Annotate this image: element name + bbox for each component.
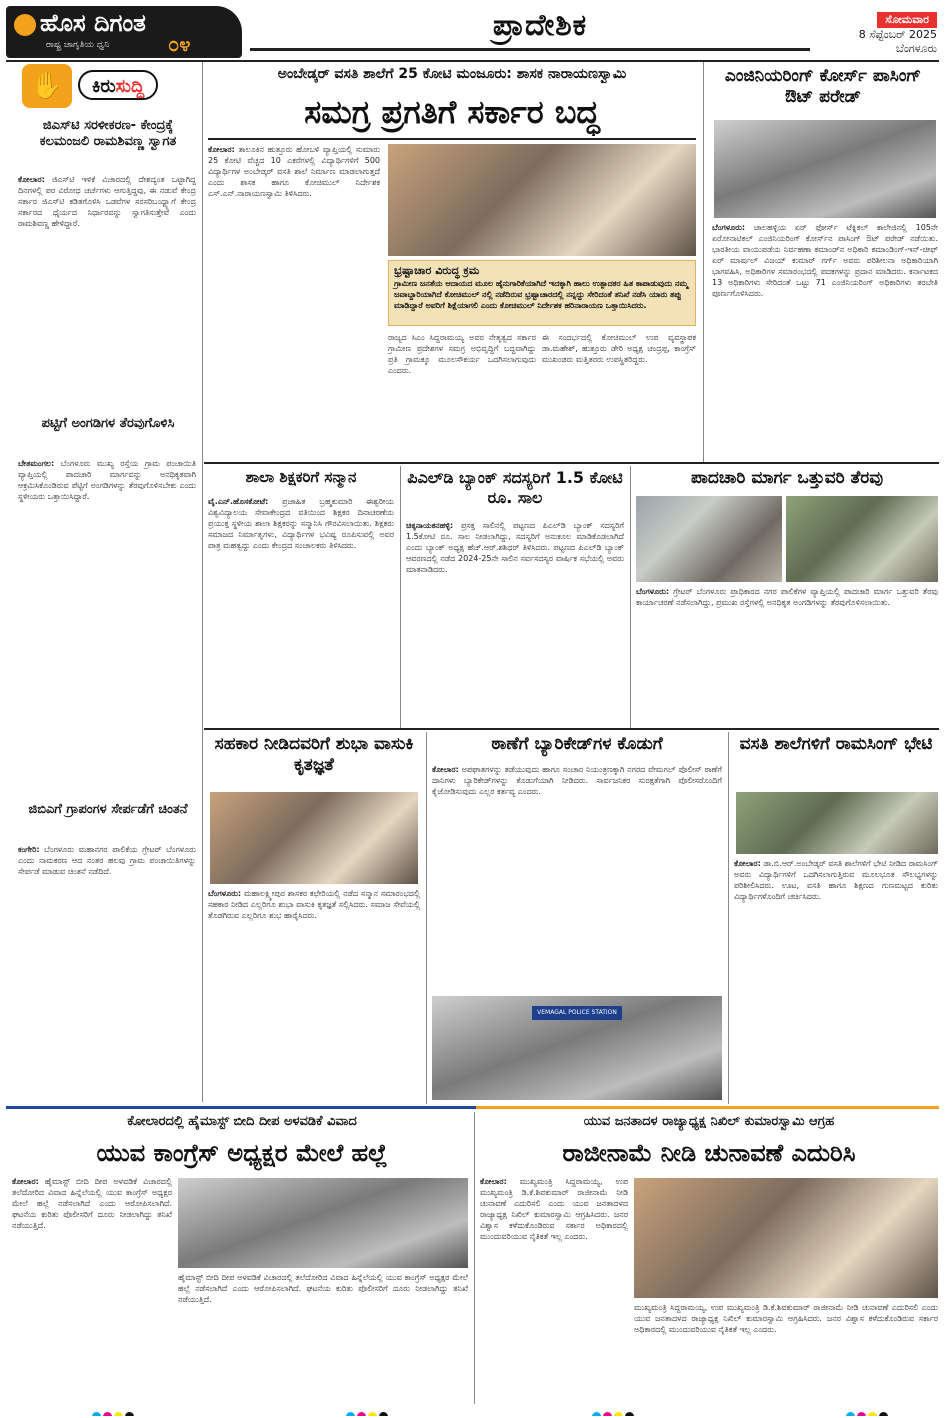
sahakara-photo bbox=[210, 792, 418, 884]
nikhil-headline: ರಾಜೀನಾಮೆ ನೀಡಿ ಚುನಾವಣೆ ಎದುರಿಸಿ bbox=[562, 1139, 856, 1167]
brief-2-title: ಪಟ್ಟಿಗೆ ಅಂಗಡಿಗಳ ತೆರವುಗೊಳಿಸಿ bbox=[41, 416, 175, 431]
lead-caption-body: ಗ್ರಾಮೀಣ ಜನತೆಯ ಆದಾಯದ ಮೂಲ ಹೈನುಗಾರಿಕೆಯಾಗಿದೆ ಇದಕ್ಕಾಗಿ ಹಾಲು ಉತ್ಪಾದಕರ ಹಿತ ಕಾಪಾಡುವುದು ನಮ್ಮ ಜವಾಬ್ದಾರಿಯಾಗಿದೆ ಕೋಚಿಮುಲ್ ನಲ್ಲಿ ನಡೆದಿರುವ ಭ್ರಷ್ಟಾಚಾರದಲ್ಲಿ ನನ್ನದ್ದು ಸೇರಿದಂತೆ ತನಿಖೆ ನಡೆಸಿ ಯಾರು ತಪ್ಪು ಮಾಡಿದ್ದಾರೆ ಅವರಿಗೆ ಶಿಕ್ಷೆಯಾಗಲಿ ಎಂದು ಕೋಚಿಮುಲ್ ನಿರ್ದೇಶಕ ಹರಿನಾರಾಯಣ ಒತ್ತಾಯಿಸಿದರು. bbox=[394, 279, 689, 310]
sahakara-body: ಬೆಂಗಳೂರು: ಮಹಾಲಕ್ಷ್ಮೀಪುರ ಶಾಸಕರ ಕಛೇರಿಯಲ್ಲಿ ನಡೆದ ಸನ್ಮಾನ ಸಮಾರಂಭದಲ್ಲಿ ಸಹಕಾರ ನೀಡಿದ ಎಲ್ಲರಿಗೂ ಶುಭಾ ವಾಸುಕಿ ಕೃತಜ್ಞತೆ ಸಲ್ಲಿಸಿದರು. ಸಮಾಜ ಸೇವೆಯಲ್ಲಿ ತೊಡಗಿರುವ ಎಲ್ಲರಿಗೂ ಶುಭ ಹಾರೈಸಿದರು. bbox=[208, 889, 420, 920]
pld-body: ಚಿಕ್ಕನಾಯಕನಹಳ್ಳಿ: ಪ್ರಸಕ್ತ ಸಾಲಿನಲ್ಲಿ ಪಟ್ಟಣದ ಪಿಎಲ್‌ಡಿ ಬ್ಯಾಂಕ್ ಸದಸ್ಯರಿಗೆ 1.5ಕೋಟಿ ರೂ. ಸಾಲ ನೀಡಲಾಗಿದ್ದು, ಸದಸ್ಯರಿಗೆ ಅನುಕೂಲ ಮಾಡಿಕೊಡಲಾಗಿದೆ ಎಂದು ಬ್ಯಾಂಕ್ ಅಧ್ಯಕ್ಷ ಹೆಚ್.ಆರ್.ಶಶಿಧರ್ ತಿಳಿಸಿದರು. ಪಟ್ಟಣದ ಪಿಎಲ್‌ಡಿ ಬ್ಯಾಂಕ್ ಆವರಣದಲ್ಲಿ ನಡೆದ 2024-25ನೇ ಸಾಲಿನ ಸರ್ವಸದಸ್ಯರ ವಾರ್ಷಿಕ ಸಭೆಯಲ್ಲಿ ಅವರು ಮಾತನಾಡಿದರು. bbox=[406, 521, 624, 574]
masthead-divider bbox=[6, 60, 939, 62]
nikhil-kicker: ಯುವ ಜನತಾದಳ ರಾಜ್ಯಾಧ್ಯಕ್ಷ ನಿಖಿಲ್ ಕುಮಾರಸ್ವಾಮಿ ಆಗ್ರಹ bbox=[583, 1114, 835, 1129]
engineering-headline: ಎಂಜಿನಿಯರಿಂಗ್ ಕೋರ್ಸ್ ಪಾಸಿಂಗ್ ಔಟ್ ಪರೇಡ್ bbox=[724, 66, 922, 108]
footpath-photo-1 bbox=[636, 496, 782, 582]
hand-icon: ✋ bbox=[22, 64, 72, 108]
nikhil-body-2: ಮುಖ್ಯಮಂತ್ರಿ ಸಿದ್ದರಾಮಯ್ಯ, ಉಪ ಮುಖ್ಯಮಂತ್ರಿ ಡಿ.ಕೆ.ಶಿವಕುಮಾರ್ ರಾಜೀನಾಮೆ ನೀಡಿ ಚುನಾವಣೆ ಎದುರಿಸಲಿ ಎಂದು ಯುವ ಜನತಾದಳದ ರಾಜ್ಯಾಧ್ಯಕ್ಷ ನಿಖಿಲ್ ಕುಮಾರಸ್ವಾಮಿ ಆಗ್ರಹಿಸಿದರು. ಜನರ ವಿಶ್ವಾಸ ಕಳೆದುಕೊಂಡಿರುವ ಸರ್ಕಾರ ಅಧಿಕಾರದಲ್ಲಿ ಮುಂದುವರಿಯುವ ನೈತಿಕತೆ ಇಲ್ಲ ಎಂದರು. bbox=[634, 1303, 938, 1334]
police-body: ಕೋಲಾರ: ಅಪಘಾತಗಳನ್ನು ತಡೆಯುವುದು ಹಾಗೂ ಸಂಚಾರ ನಿಯಂತ್ರಣಕ್ಕಾಗಿ ನಗರದ ವೇಮಗಲ್ ಪೊಲೀಸ್ ಠಾಣೆಗೆ ದಾನಿಗಳು ಬ್ಯಾರಿಕೇಡ್‌ಗಳನ್ನು ಕೊಡುಗೆಯಾಗಿ ನೀಡಿದರು. ಸಾರ್ವಜನಿಕರ ಸುರಕ್ಷತೆಗಾಗಿ ಪೊಲೀಸರೊಂದಿಗೆ ಕೈಜೋಡಿಸುವುದು ಎಲ್ಲರ ಕರ್ತವ್ಯ ಎಂದರು. bbox=[432, 765, 722, 796]
lead-body-3: ಈ ಸಂದರ್ಭದಲ್ಲಿ ಕೋಚಿಮುಲ್ ಉಪ ವ್ಯವಸ್ಥಾಪಕ ಡಾ.ಮಹೇಶ್, ಹುತ್ತೂರು ಡೇರಿ ಅಧ್ಯಕ್ಷ ಚಂದ್ರಪ್ಪ, ಕಾಂಗ್ರೆಸ್ ಮುಖಂಡರು ಮತ್ತಿತರರು ಉಪಸ್ಥಿತರಿದ್ದರು. bbox=[542, 333, 696, 364]
column-divider bbox=[630, 466, 631, 728]
hostel-headline: ವಸತಿ ಶಾಲೆಗಳಿಗೆ ರಾಮಸಿಂಗ್ ಭೇಟಿ bbox=[739, 734, 933, 754]
footpath-photo-2 bbox=[786, 496, 938, 582]
registration-marks bbox=[846, 1406, 896, 1416]
police-headline: ಠಾಣೆಗೆ ಬ್ಯಾರಿಕೇಡ್‌ಗಳ ಕೊಡುಗೆ bbox=[491, 734, 663, 754]
sun-icon bbox=[14, 14, 36, 36]
weekday-badge: ಸೋಮವಾರ bbox=[877, 12, 937, 28]
column-divider bbox=[728, 732, 729, 1104]
brief-1-body: ಕೋಲಾರ: ಜಿಎಸ್‌ಟಿ ಇಳಿಕೆ ವಿಚಾರದಲ್ಲಿ ದೇಶದ್ಯಂತ ಒಟ್ಟಾಗಿದ್ದ ದಿನಗಳಲ್ಲಿ ಪರ ವಿರೋಧ ಚರ್ಚೆಗಳು ಆಗುತ್ತಿದ್ದವು, ಈ ನಡುವೆ ಕೇಂದ್ರ ಸರ್ಕಾರ ಜಿಎಸ್‌ಟಿ ಕಡಿತಗೊಳಿಸಿ ಒಡವೆಗಳ ಸರಸರಿಬಂಧ್ದ್ಯಾಗೆ ಕೇಂದ್ರ ಸರ್ಕಾರದ ಧೈರ್ಯದ ನಿರ್ಧಾರವನ್ನು ಸ್ವಾಗತಿಸುತ್ತೇವೆ ಎಂದು ರಾಮಶಿವಣ್ಣ ಹೇಳಿದ್ದಾರೆ. bbox=[18, 175, 196, 228]
column-divider bbox=[426, 732, 427, 1104]
lead-headline: ಸಮಗ್ರ ಪ್ರಗತಿಗೆ ಸರ್ಕಾರ ಬದ್ಧ bbox=[304, 93, 600, 131]
brief-3-title: ಜಿಬಿಎಗೆ ಗ್ರಾಪಂಗಳ ಸೇರ್ಪಡೆಗೆ ಚಿಂತನೆ bbox=[28, 802, 188, 817]
pld-headline: ಪಿಎಲ್‌ಡಿ ಬ್ಯಾಂಕ್ ಸದಸ್ಯರಿಗೆ 1.5 ಕೋಟಿ ರೂ. ಸಾಲ bbox=[407, 468, 623, 507]
masthead-logo bbox=[6, 6, 242, 58]
section-divider bbox=[204, 728, 939, 730]
hostel-body: ಕೋಲಾರ: ಡಾ.ಬಿ.ಆರ್.ಅಂಬೇಡ್ಕರ್ ವಸತಿ ಶಾಲೆಗಳಿಗೆ ಭೇಟಿ ನೀಡಿದ ರಾಮಸಿಂಗ್ ಅವರು ವಿದ್ಯಾರ್ಥಿಗಳಿಗೆ ಒದಗಿಸಲಾಗುತ್ತಿರುವ ಮೂಲಭೂತ ಸೌಲಭ್ಯಗಳನ್ನು ಪರಿಶೀಲಿಸಿದರು. ಊಟ, ವಸತಿ ಹಾಗೂ ಶಿಕ್ಷಣದ ಗುಣಮಟ್ಟದ ಕುರಿತು ವಿದ್ಯಾರ್ಥಿಗಳೊಂದಿಗೆ ಚರ್ಚಿಸಿದರು. bbox=[734, 859, 938, 901]
date-block bbox=[812, 12, 937, 56]
masthead-rule bbox=[250, 48, 810, 51]
nikhil-photo bbox=[634, 1178, 938, 1298]
engineering-body: ಬೆಂಗಳೂರು: ಜಾಲಹಳ್ಳಿಯ ಏರ್ ಫೋರ್ಸ್ ಟೆಕ್ನಿಕಲ್ ಕಾಲೇಜಿನಲ್ಲಿ 105ನೇ ಏರೋನಾಟಿಕಲ್ ಎಂಜಿನಿಯರಿಂಗ್ ಕೋರ್ಸ್‌ನ ಪಾಸಿಂಗ್ ಔಟ್ ಪರೇಡ್ ನಡೆಯಿತು. ಭಾರತೀಯ ವಾಯುಪಡೆಯ ನಿರ್ವಹಣಾ ಕಮಾಂಡ್‌ನ ಅಧಿಕಾರಿ ಕಮಾಂಡಿಂಗ್-ಇನ್-ಚೀಫ್ ಏರ್ ಮಾರ್ಷಲ್ ವಿಜಯ್ ಕುಮಾರ್ ಗರ್ಗ್ ಅವರು ಪರಿಶೀಲನಾ ಅಧಿಕಾರಿಯಾಗಿ ಭಾಗವಹಿಸಿ, ಅಧಿಕಾರಿಗಳ ಸಮಾರಂಭದಲ್ಲಿ ಪದಕಗಳನ್ನು ಪ್ರದಾನ ಮಾಡಿದರು. ಕರ್ನಾಟಕದ 13 ಅಧಿಕಾರಿಗಳು ಸೇರಿದಂತೆ ಒಟ್ಟು 71 ಎಂಜಿನಿಯರಿಂಗ್ ಅಧಿಕಾರಿಗಳು ತರಬೇತಿ ಪೂರ್ಣಗೊಳಿಸಿದರು. bbox=[712, 223, 938, 298]
lead-body: ಕೋಲಾರ: ತಾಲೂಕಿನ ಹುತ್ತೂರು ಹೋಬಳಿ ವ್ಯಾಪ್ತಿಯಲ್ಲಿ ಸುಮಾರು 25 ಕೋಟಿ ವೆಚ್ಚದ 10 ಎಕರೆಗಳಲ್ಲಿ ವಿದ್ಯಾರ್ಥಿಗಳಿಗೆ 500 ವಿದ್ಯಾರ್ಥಿಗಳ ಅಂಬೇಡ್ಕರ್ ವಸತಿ ಶಾಲೆ ನಿರ್ಮಾಣ ಮಾಡಲಾಗುತ್ತದೆ ಎಂದು ಶಾಸಕ ಹಾಗೂ ಕೋಚಿಮುಲ್ ನಿರ್ದೇಶಕ ಎಸ್.ಎನ್.ನಾರಾಯಣಸ್ವಾಮಿ ತಿಳಿಸಿದರು. bbox=[208, 145, 380, 198]
hostel-photo bbox=[736, 792, 938, 854]
highmast-body: ಕೋಲಾರ: ಹೈಮಾಸ್ಟ್ ಬೀದಿ ದೀಪ ಅಳವಡಿಕೆ ವಿಚಾರದಲ್ಲಿ ತಲೆದೋರಿದ ವಿವಾದ ಹಿನ್ನೆಲೆಯಲ್ಲಿ ಯುವ ಕಾಂಗ್ರೆಸ್ ಅಧ್ಯಕ್ಷರ ಮೇಲೆ ಹಲ್ಲೆ ನಡೆಸಲಾಗಿದೆ ಎಂದು ಆರೋಪಿಸಲಾಗಿದೆ. ಘಟನೆಯ ಕುರಿತು ಪೊಲೀಸರಿಗೆ ದೂರು ನೀಡಲಾಗಿದ್ದು ತನಿಖೆ ನಡೆಯುತ್ತಿದೆ. bbox=[12, 1177, 172, 1230]
lead-photo bbox=[388, 144, 696, 256]
teachers-body: ವೈ.ಎನ್.ಹೊಸಕೋಟೆ: ಪ್ರಜಾಹಿತ ಬ್ರಹ್ಮಕುಮಾರಿ ಈಶ್ವರೀಯ ವಿಶ್ವವಿದ್ಯಾಲಯ ಸೇವಾಕೇಂದ್ರದ ವತಿಯಿಂದ ಶಿಕ್ಷಕರ ದಿನಾಚರಣೆಯ ಪ್ರಯುಕ್ತ ಸ್ಥಳೀಯ ಶಾಲಾ ಶಿಕ್ಷಕರನ್ನು ಸನ್ಮಾನಿಸಿ ಗೌರವಿಸಲಾಯಿತು. ಶಿಕ್ಷಕರು ಸಮಾಜದ ನಿರ್ಮಾತೃಗಳು, ವಿದ್ಯಾರ್ಥಿಗಳ ಭವಿಷ್ಯ ರೂಪಿಸುವಲ್ಲಿ ಅವರ ಪಾತ್ರ ಮಹತ್ವದ್ದು ಎಂದು ಕೇಂದ್ರದ ಸಂಚಾಲಕರು ತಿಳಿಸಿದರು. bbox=[208, 497, 394, 550]
column-divider bbox=[400, 466, 401, 728]
column-divider bbox=[202, 62, 203, 1102]
issue-city: ಬೆಂಗಳೂರು bbox=[895, 42, 937, 55]
section-divider bbox=[204, 462, 939, 464]
brief-1-title: ಜಿಎಸ್‌ಟಿ ಸರಳೀಕರಣ- ಕೇಂದ್ರಕ್ಕೆ ಕಲಮಂಜಲಿ ರಾಮಶಿವಣ್ಣ ಸ್ವಾಗತ bbox=[39, 118, 177, 150]
brief-section-label: ಕಿರುಸುದ್ದಿ bbox=[78, 70, 158, 100]
color-strip-blue bbox=[6, 1106, 476, 1109]
lead-caption-box bbox=[388, 260, 696, 326]
lead-kicker: ಅಂಬೇಡ್ಕರ್ ವಸತಿ ಶಾಲೆಗೆ 25 ಕೋಟಿ ಮಂಜೂರು: ಶಾಸಕ ನಾರಾಯಣಸ್ವಾಮಿ bbox=[277, 66, 627, 82]
newspaper-tagline: ರಾಷ್ಟ್ರ ಜಾಗೃತಿಯ ಧ್ವನಿ bbox=[46, 40, 110, 50]
color-strip-orange bbox=[476, 1106, 939, 1109]
nikhil-body: ಕೋಲಾರ: ಮುಖ್ಯಮಂತ್ರಿ ಸಿದ್ದರಾಮಯ್ಯ, ಉಪ ಮುಖ್ಯಮಂತ್ರಿ ಡಿ.ಕೆ.ಶಿವಕುಮಾರ್ ರಾಜೀನಾಮೆ ನೀಡಿ ಚುನಾವಣೆ ಎದುರಿಸಲಿ ಎಂದು ಯುವ ಜನತಾದಳದ ರಾಜ್ಯಾಧ್ಯಕ್ಷ ನಿಖಿಲ್ ಕುಮಾರಸ್ವಾಮಿ ಆಗ್ರಹಿಸಿದರು. ಜನರ ವಿಶ್ವಾಸ ಕಳೆದುಕೊಂಡಿರುವ ಸರ್ಕಾರ ಅಧಿಕಾರದಲ್ಲಿ ಮುಂದುವರಿಯುವ ನೈತಿಕತೆ ಇಲ್ಲ ಎಂದರು. bbox=[480, 1177, 628, 1241]
teachers-headline: ಶಾಲಾ ಶಿಕ್ಷಕರಿಗೆ ಸನ್ಮಾನ bbox=[245, 468, 357, 486]
highmast-headline: ಯುವ ಕಾಂಗ್ರೆಸ್ ಅಧ್ಯಕ್ಷರ ಮೇಲೆ ಹಲ್ಲೆ bbox=[96, 1139, 388, 1167]
column-divider bbox=[703, 62, 704, 462]
registration-marks bbox=[92, 1406, 142, 1416]
registration-marks bbox=[592, 1406, 642, 1416]
engineering-photo bbox=[714, 120, 936, 218]
footpath-body: ಬೆಂಗಳೂರು: ಗ್ರೇಟರ್ ಬೆಂಗಳೂರು ಪ್ರಾಧಿಕಾರದ ನಗರ ಪಾಲಿಕೆಗಳ ವ್ಯಾಪ್ತಿಯಲ್ಲಿ ಪಾದಚಾರಿ ಮಾರ್ಗ ಒತ್ತುವರಿ ತೆರವು ಕಾರ್ಯಾಚರಣೆ ನಡೆಸಲಾಗಿದ್ದು, ಪ್ರಮುಖ ರಸ್ತೆಗಳಲ್ಲಿ ಅನಧಿಕೃತ ಅಂಗಡಿಗಳನ್ನು ತೆರವುಗೊಳಿಸಲಾಯಿತು. bbox=[636, 587, 938, 607]
highmast-body-2: ಹೈಮಾಸ್ಟ್ ಬೀದಿ ದೀಪ ಅಳವಡಿಕೆ ವಿಚಾರದಲ್ಲಿ ತಲೆದೋರಿದ ವಿವಾದ ಹಿನ್ನೆಲೆಯಲ್ಲಿ ಯುವ ಕಾಂಗ್ರೆಸ್ ಅಧ್ಯಕ್ಷರ ಮೇಲೆ ಹಲ್ಲೆ ನಡೆಸಲಾಗಿದೆ ಎಂದು ಆರೋಪಿಸಲಾಗಿದೆ. ಘಟನೆಯ ಕುರಿತು ಪೊಲೀಸರಿಗೆ ದೂರು ನೀಡಲಾಗಿದ್ದು ತನಿಖೆ ನಡೆಯುತ್ತಿದೆ. bbox=[178, 1273, 468, 1304]
lead-body-2: ರಾಜ್ಯದ ಸಿಎಂ ಸಿದ್ದರಾಮಯ್ಯ ಅವರ ನೇತೃತ್ವದ ಸರ್ಕಾರ ಗ್ರಾಮೀಣ ಪ್ರದೇಶಗಳ ಸಮಗ್ರ ಅಭಿವೃದ್ಧಿಗೆ ಬದ್ಧವಾಗಿದ್ದು ಪ್ರತಿ ಗ್ರಾಮಕ್ಕೂ ಮೂಲಸೌಕರ್ಯ ಒದಗಿಸಲಾಗುವುದು ಎಂದರು. bbox=[388, 333, 536, 375]
brief-3-body: ಕಂಗೇರಿ: ಬೆಂಗಳೂರು ಮಹಾನಗರ ಪಾಲಿಕೆಯ ಗ್ರೇಟರ್ ಬೆಂಗಳೂರು ಎಂದು ನಾಮಕರಣ ಆದ ನಂತರ ಹಲವು ಗ್ರಾಮ ಪಂಚಾಯಿತಿಗಳನ್ನು ಸೇರ್ಪಡೆ ಮಾಡುವ ಚಿಂತನೆ ನಡೆದಿದೆ. bbox=[18, 845, 196, 876]
section-title: ಪ್ರಾದೇಶಿಕ bbox=[492, 8, 588, 43]
police-station-sign: VEMAGAL POLICE STATION bbox=[532, 1006, 622, 1020]
column-divider bbox=[474, 1112, 475, 1404]
lead-rule bbox=[208, 138, 696, 140]
police-photo bbox=[432, 996, 722, 1100]
registration-marks bbox=[346, 1406, 396, 1416]
footpath-headline: ಪಾದಚಾರಿ ಮಾರ್ಗ ಒತ್ತುವರಿ ತೆರವು bbox=[690, 468, 884, 488]
issue-date: 8 ಸೆಪ್ಟೆಂಬರ್ 2025 bbox=[858, 28, 937, 41]
lead-caption-title: ಭ್ರಷ್ಟಾಚಾರ ವಿರುದ್ಧ ಕ್ರಮ bbox=[394, 264, 480, 277]
highmast-kicker: ಕೋಲಾರದಲ್ಲಿ ಹೈಮಾಸ್ಟ್ ಬೀದಿ ದೀಪ ಅಳವಡಿಕೆ ವಿವಾದ bbox=[127, 1114, 357, 1129]
page-number: ೦೪ bbox=[168, 32, 191, 56]
sahakara-headline: ಸಹಕಾರ ನೀಡಿದವರಿಗೆ ಶುಭಾ ವಾಸುಕಿ ಕೃತಜ್ಞತೆ bbox=[214, 734, 414, 776]
brief-section-header bbox=[22, 64, 192, 108]
highmast-photo bbox=[178, 1178, 468, 1268]
newspaper-name: ಹೊಸ ದಿಗಂತ bbox=[40, 9, 146, 37]
brief-2-body: ಬೇತಮಂಗಲ: ಬೆಂಗಳೂರು ಮುಖ್ಯ ರಸ್ತೆಯ ಗ್ರಾಮ ಪಂಚಾಯಿತಿ ವ್ಯಾಪ್ತಿಯಲ್ಲಿ ಪಾದಚಾರಿ ಮಾರ್ಗವನ್ನು ಅನಧಿಕೃತವಾಗಿ ಆಕ್ರಮಿಸಿಕೊಂಡಿರುವ ಪೆಟ್ಟಿಗೆ ಅಂಗಡಿಗಳನ್ನು ತೆರವುಗೊಳಿಸಬೇಕು ಎಂದು ಸ್ಥಳೀಯರು ಒತ್ತಾಯಿಸಿದ್ದಾರೆ. bbox=[18, 459, 196, 501]
